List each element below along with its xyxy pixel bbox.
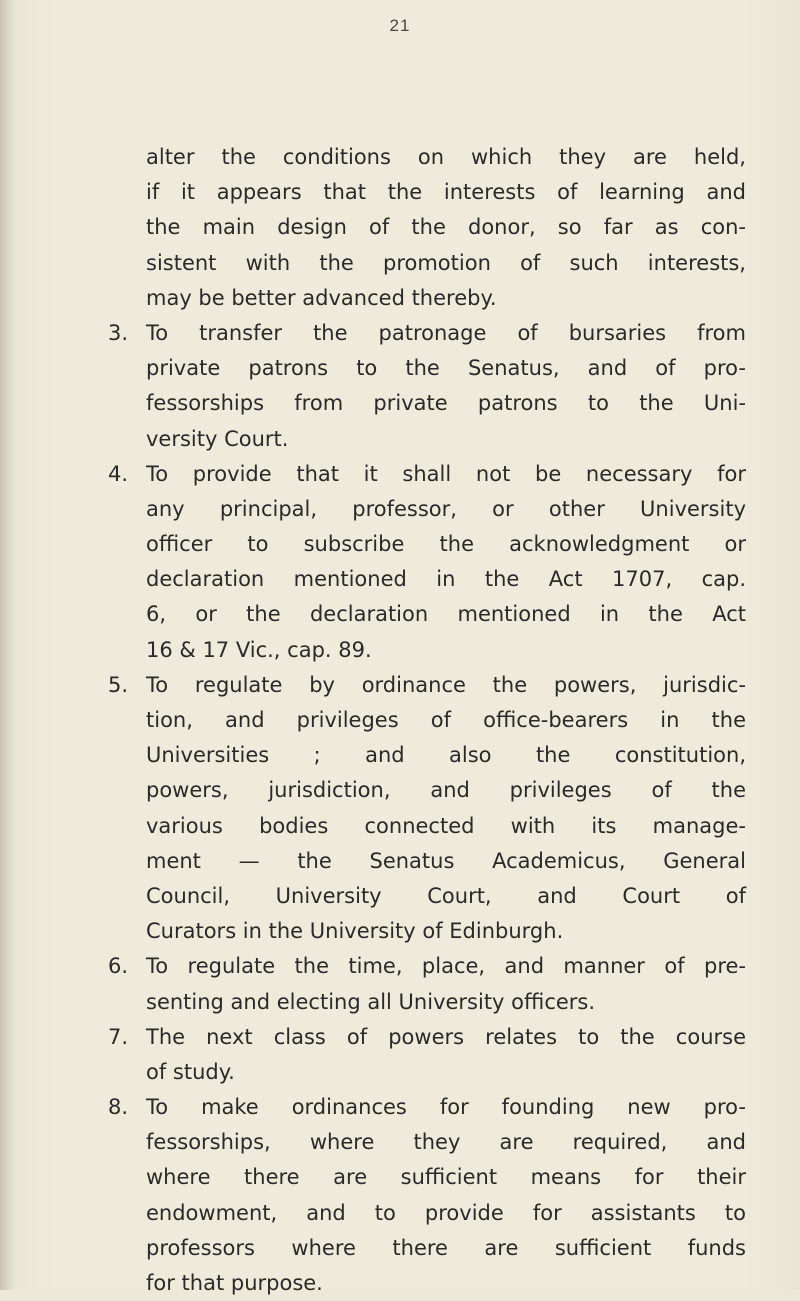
text-line	[146, 914, 746, 949]
line-text: any principal, professor, or other University	[146, 496, 746, 521]
line-text: To make ordinances for founding new pro-	[146, 1095, 746, 1120]
page-gutter-shadow	[0, 0, 14, 1290]
line-text: sistent with the promotion of such interests,	[146, 250, 746, 275]
text-line	[146, 1231, 746, 1266]
text-line	[146, 422, 746, 457]
numbered-paragraph-line	[108, 1020, 746, 1055]
paragraph-number: 3.	[108, 320, 129, 345]
line-text: of study.	[146, 1059, 235, 1084]
line-text: 6, or the declaration mentioned in the Act	[146, 602, 746, 627]
numbered-paragraph-line	[108, 949, 746, 984]
text-line	[146, 562, 746, 597]
text-line	[146, 1266, 746, 1301]
line-text: Curators in the University of Edinburgh.	[146, 919, 564, 944]
line-text: To transfer the patronage of bursaries from	[146, 320, 746, 345]
line-text: Council, University Court, and Court of	[146, 883, 746, 908]
numbered-paragraph-line	[108, 1090, 746, 1125]
text-line	[146, 386, 746, 421]
text-line	[146, 879, 746, 914]
text-line	[146, 246, 746, 281]
paragraph-number: 5.	[108, 672, 129, 697]
line-text: To regulate by ordinance the powers, jurisdic-	[146, 672, 746, 697]
page-number: 21	[389, 16, 411, 35]
line-text: officer to subscribe the acknowledgment or	[146, 532, 746, 557]
text-line	[146, 1055, 746, 1090]
line-text: fessorships from private patrons to the Uni-	[146, 391, 746, 416]
text-line	[146, 1196, 746, 1231]
line-text: ment — the Senatus Academicus, General	[146, 848, 746, 873]
line-text: senting and electing all University officers.	[146, 989, 596, 1014]
line-text: professors where there are sufficient funds	[146, 1235, 746, 1260]
text-line	[146, 210, 746, 245]
line-text: endowment, and to provide for assistants to	[146, 1200, 746, 1225]
line-text: alter the conditions on which they are held,	[146, 145, 746, 169]
line-text: for that purpose.	[146, 1271, 323, 1295]
text-line	[146, 985, 746, 1020]
paragraph-number: 7.	[108, 1024, 129, 1049]
line-text: tion, and privileges of office-bearers in the	[146, 708, 746, 732]
text-line	[146, 738, 746, 773]
text-line	[146, 809, 746, 844]
text-line	[146, 1160, 746, 1195]
text-line	[146, 492, 746, 527]
text-line	[146, 703, 746, 738]
paragraph-number: 8.	[108, 1095, 129, 1120]
text-line	[146, 633, 746, 668]
numbered-paragraph-line	[108, 668, 746, 703]
numbered-paragraph-line	[108, 316, 746, 351]
line-text: various bodies connected with its manage-	[146, 813, 746, 838]
line-text: To regulate the time, place, and manner of pre-	[146, 954, 746, 979]
line-text: fessorships, where they are required, and	[146, 1130, 746, 1155]
text-line	[146, 351, 746, 386]
numbered-paragraph-line	[108, 457, 746, 492]
line-text: declaration mentioned in the Act 1707, cap.	[146, 567, 746, 592]
line-text: the main design of the donor, so far as con-	[146, 215, 746, 240]
text-line	[146, 844, 746, 879]
line-text: To provide that it shall not be necessary for	[146, 461, 746, 486]
line-text: 16 & 17 Vic., cap. 89.	[146, 637, 372, 662]
line-text: powers, jurisdiction, and privileges of the	[146, 778, 746, 803]
line-text: may be better advanced thereby.	[146, 285, 497, 310]
paragraph-number: 6.	[108, 954, 129, 979]
text-line	[146, 527, 746, 562]
text-line	[146, 773, 746, 808]
line-text: where there are sufficient means for their	[146, 1165, 746, 1190]
text-line	[146, 1125, 746, 1160]
line-text: Universities ; and also the constitution,	[146, 743, 746, 768]
line-text: The next class of powers relates to the course	[146, 1024, 746, 1049]
text-line	[146, 597, 746, 632]
paragraph-number: 4.	[108, 461, 129, 486]
text-line	[146, 140, 746, 175]
line-text: versity Court.	[146, 426, 289, 451]
text-line	[146, 175, 746, 210]
body-text	[108, 140, 746, 1301]
line-text: if it appears that the interests of learning and	[146, 180, 746, 205]
text-line	[146, 281, 746, 316]
line-text: private patrons to the Senatus, and of pro-	[146, 356, 746, 381]
